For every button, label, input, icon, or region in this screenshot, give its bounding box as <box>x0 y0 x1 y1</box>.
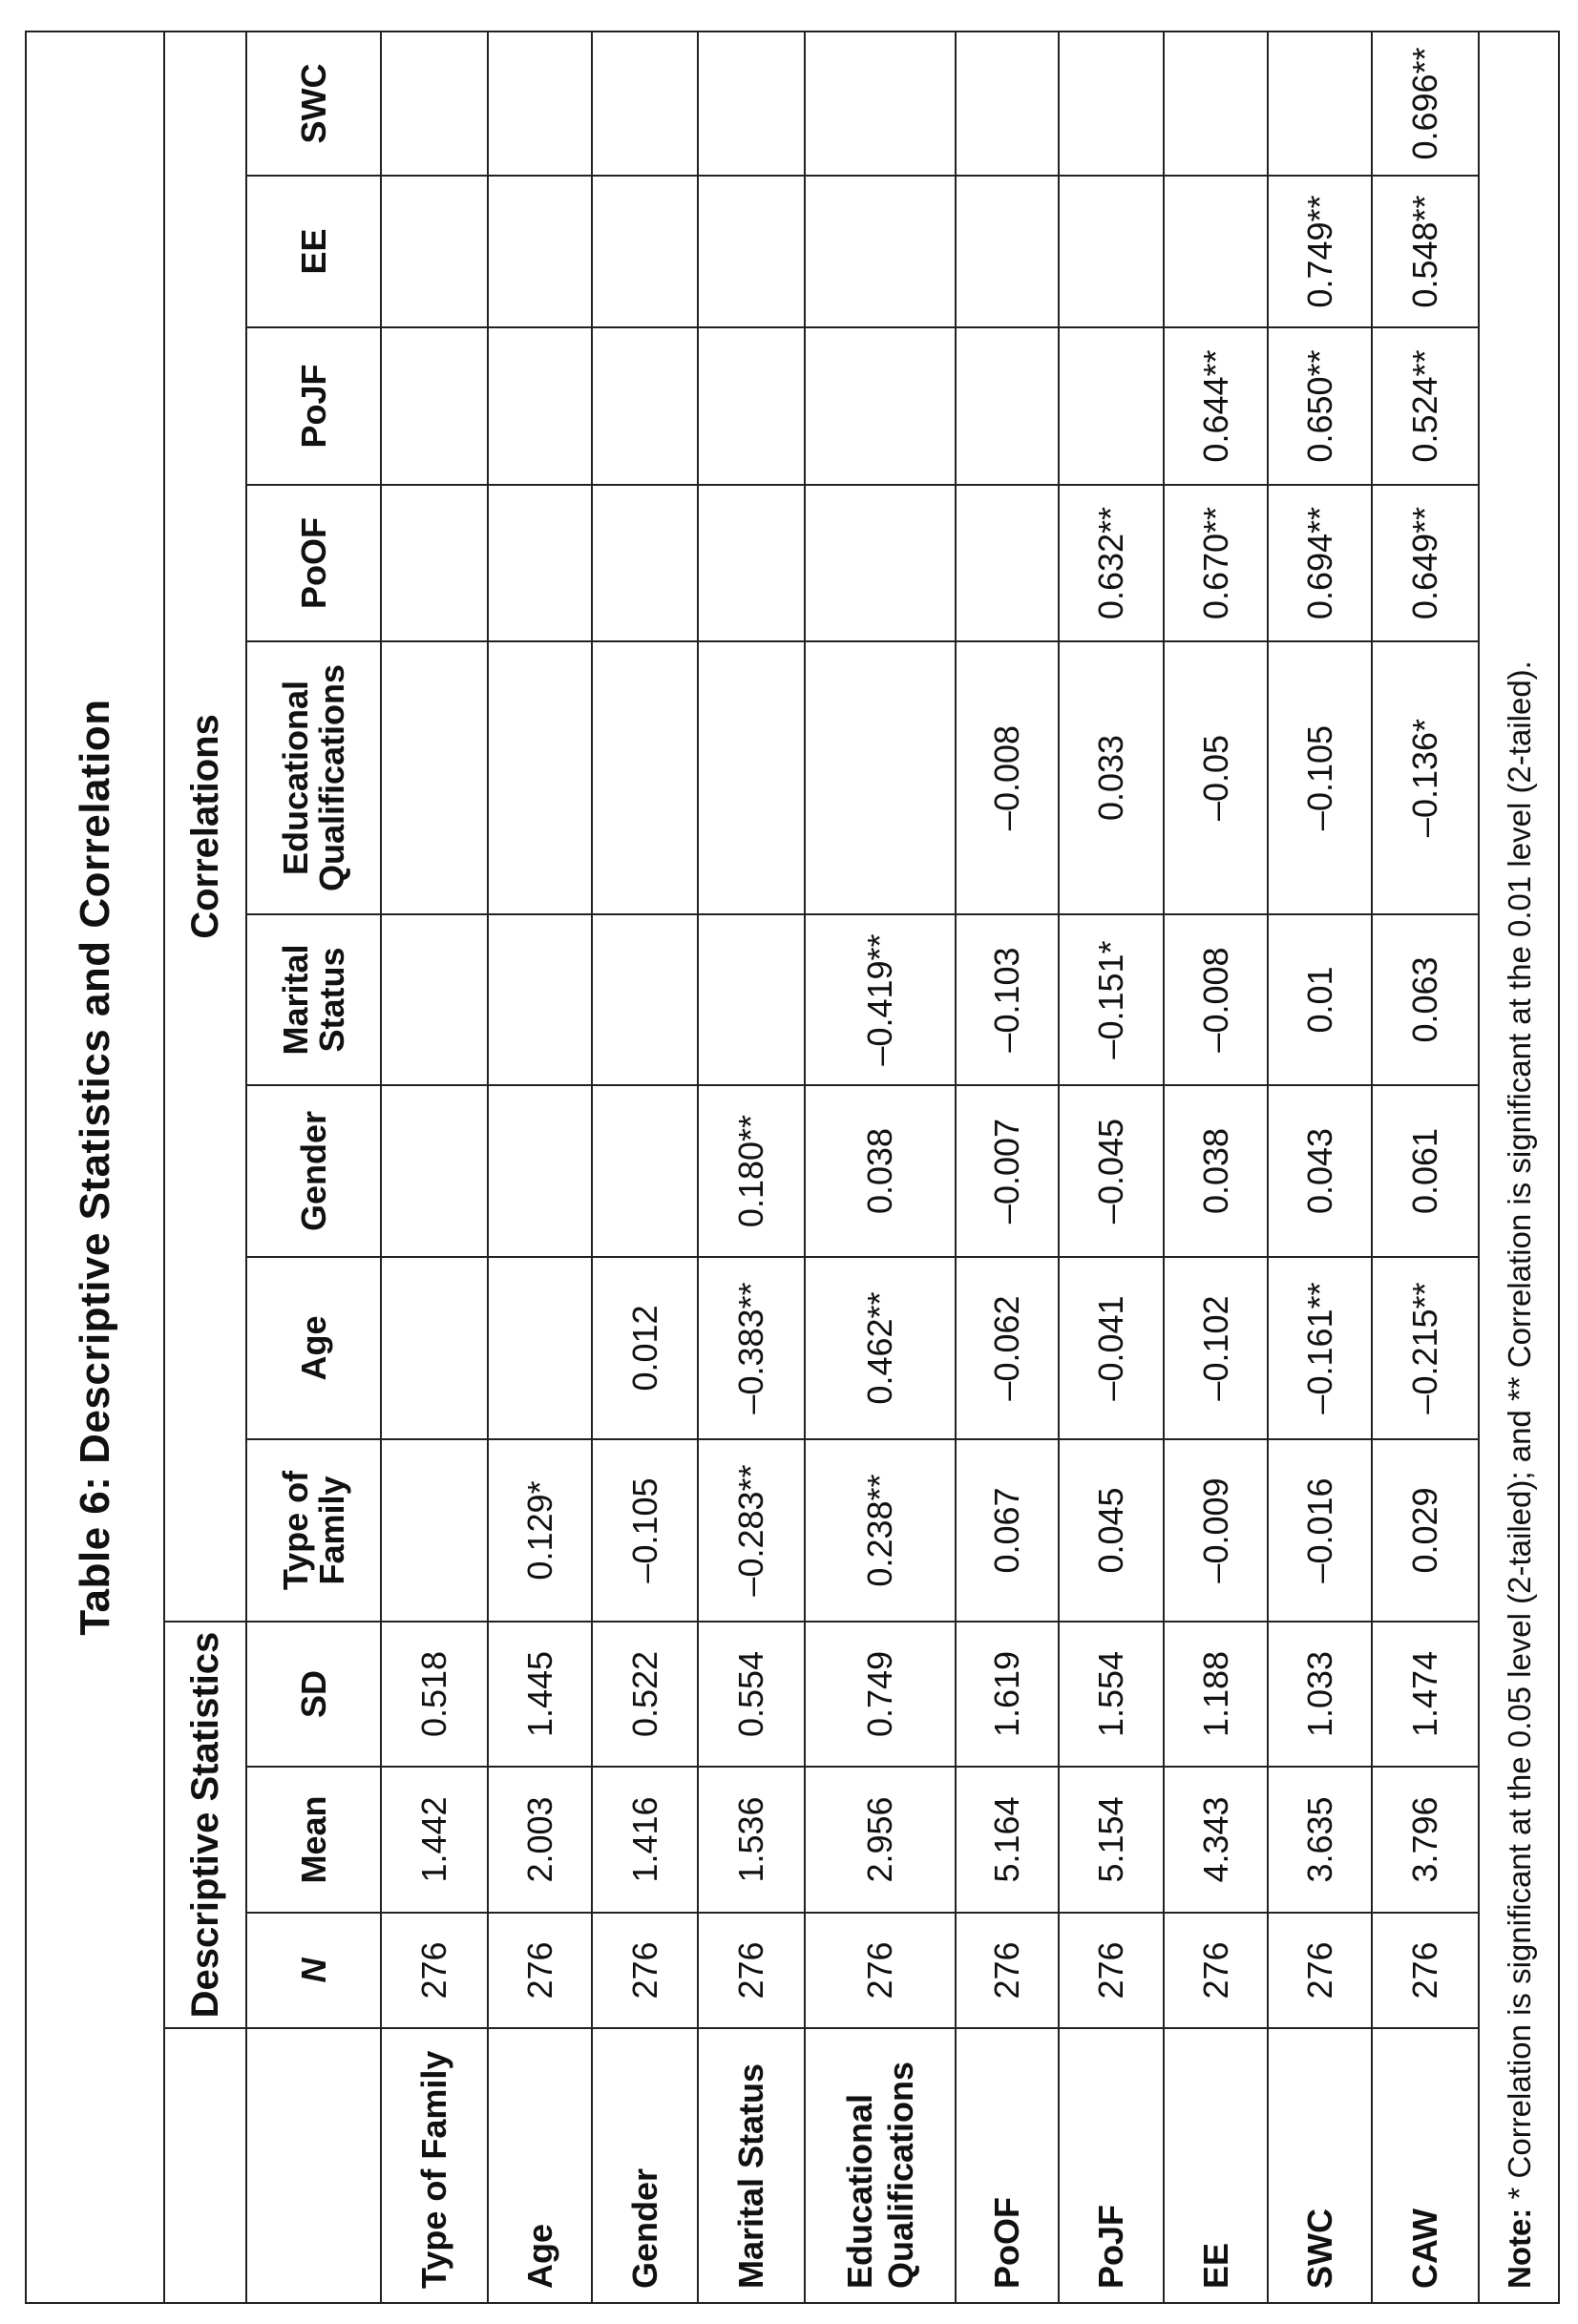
row-label: Age <box>488 2028 592 2303</box>
cell-correlation: 0.129* <box>488 1439 592 1622</box>
cell-correlation <box>956 327 1059 485</box>
cell-correlation: 0.238** <box>805 1439 956 1622</box>
col-header-line1: EE <box>293 228 333 275</box>
cell-correlation <box>1164 176 1268 327</box>
table-row <box>592 31 698 2303</box>
cell-mean: 3.635 <box>1268 1767 1372 1913</box>
cell-correlation <box>488 31 592 176</box>
cell-correlation: 0.038 <box>1164 1085 1268 1257</box>
cell-correlation: –0.05 <box>1164 641 1268 914</box>
cell-correlation <box>956 485 1059 641</box>
row-label-header <box>246 2028 381 2303</box>
table-row <box>1059 31 1164 2303</box>
cell-correlation <box>698 485 805 641</box>
col-header-line1: Type of <box>275 1470 315 1591</box>
cell-correlation <box>381 1439 488 1622</box>
cell-correlation <box>698 31 805 176</box>
col-header-corr <box>246 1085 381 1257</box>
cell-correlation <box>698 327 805 485</box>
col-header-line1: SWC <box>293 63 333 144</box>
note-label: Note: <box>1501 2208 1537 2289</box>
cell-correlation <box>381 914 488 1085</box>
col-header-corr <box>246 485 381 641</box>
cell-correlation: –0.062 <box>956 1257 1059 1439</box>
cell-correlation: –0.016 <box>1268 1439 1372 1622</box>
col-header-corr <box>246 1257 381 1439</box>
cell-correlation <box>1268 31 1372 176</box>
cell-correlation <box>1059 31 1164 176</box>
cell-correlation <box>488 327 592 485</box>
cell-correlation: 0.038 <box>805 1085 956 1257</box>
cell-correlation: –0.008 <box>956 641 1059 914</box>
col-header-sd: SD <box>246 1622 381 1767</box>
table-row <box>805 31 956 2303</box>
cell-correlation: –0.009 <box>1164 1439 1268 1622</box>
cell-correlation <box>592 31 698 176</box>
table-title: Table 6: Descriptive Statistics and Correlation <box>26 31 164 2303</box>
cell-correlation <box>381 1257 488 1439</box>
cell-correlation: 0.067 <box>956 1439 1059 1622</box>
cell-n: 276 <box>1164 1913 1268 2028</box>
cell-correlation: –0.007 <box>956 1085 1059 1257</box>
corner-blank <box>164 2028 246 2303</box>
cell-correlation: 0.045 <box>1059 1439 1164 1622</box>
cell-correlation: –0.105 <box>592 1439 698 1622</box>
cell-mean: 5.154 <box>1059 1767 1164 1913</box>
cell-correlation <box>805 31 956 176</box>
cell-sd: 1.554 <box>1059 1622 1164 1767</box>
cell-correlation <box>488 1257 592 1439</box>
cell-correlation: 0.696** <box>1372 31 1479 176</box>
cell-correlation <box>805 641 956 914</box>
cell-correlation: 0.043 <box>1268 1085 1372 1257</box>
row-label: Marital Status <box>698 2028 805 2303</box>
row-label: Educational Qualifications <box>805 2028 956 2303</box>
cell-correlation <box>488 641 592 914</box>
cell-correlation: –0.041 <box>1059 1257 1164 1439</box>
cell-correlation <box>592 914 698 1085</box>
table-body <box>381 31 1479 2303</box>
table-row <box>488 31 592 2303</box>
cell-correlation <box>1164 31 1268 176</box>
cell-mean: 1.416 <box>592 1767 698 1913</box>
cell-mean: 2.956 <box>805 1767 956 1913</box>
cell-n: 276 <box>698 1913 805 2028</box>
cell-correlation: 0.749** <box>1268 176 1372 327</box>
col-header-corr <box>246 914 381 1085</box>
cell-correlation <box>381 31 488 176</box>
cell-correlation: –0.419** <box>805 914 956 1085</box>
table-note <box>1479 31 1559 2303</box>
cell-correlation: –0.161** <box>1268 1257 1372 1439</box>
cell-correlation: 0.01 <box>1268 914 1372 1085</box>
cell-correlation: –0.102 <box>1164 1257 1268 1439</box>
cell-correlation <box>381 327 488 485</box>
cell-mean: 1.442 <box>381 1767 488 1913</box>
cell-correlation: –0.215** <box>1372 1257 1479 1439</box>
cell-correlation <box>805 485 956 641</box>
cell-correlation: –0.151* <box>1059 914 1164 1085</box>
group-descriptive-statistics: Descriptive Statistics <box>164 1622 246 2028</box>
cell-mean: 4.343 <box>1164 1767 1268 1913</box>
cell-correlation: –0.105 <box>1268 641 1372 914</box>
cell-correlation <box>1059 176 1164 327</box>
col-header-line1: Educational <box>275 680 315 876</box>
row-label: SWC <box>1268 2028 1372 2303</box>
cell-sd: 1.188 <box>1164 1622 1268 1767</box>
cell-correlation: 0.632** <box>1059 485 1164 641</box>
stats-correlation-table <box>25 31 1560 2304</box>
cell-correlation: 0.524** <box>1372 327 1479 485</box>
cell-n: 276 <box>1372 1913 1479 2028</box>
table-row <box>698 31 805 2303</box>
cell-mean: 2.003 <box>488 1767 592 1913</box>
cell-correlation: –0.008 <box>1164 914 1268 1085</box>
col-header-line1: PoJF <box>293 364 333 449</box>
cell-correlation <box>592 641 698 914</box>
cell-correlation: 0.694** <box>1268 485 1372 641</box>
cell-n: 276 <box>592 1913 698 2028</box>
cell-correlation: 0.649** <box>1372 485 1479 641</box>
cell-correlation <box>381 1085 488 1257</box>
cell-correlation <box>381 485 488 641</box>
cell-correlation: 0.061 <box>1372 1085 1479 1257</box>
col-header-corr <box>246 176 381 327</box>
col-header-line2: Family <box>311 1476 351 1585</box>
cell-correlation: –0.283** <box>698 1439 805 1622</box>
cell-sd: 0.522 <box>592 1622 698 1767</box>
col-header-line1: Gender <box>293 1110 333 1232</box>
col-header-line1: PoOF <box>293 517 333 609</box>
cell-correlation <box>488 1085 592 1257</box>
cell-correlation: –0.045 <box>1059 1085 1164 1257</box>
row-label: Type of Family <box>381 2028 488 2303</box>
cell-correlation <box>488 176 592 327</box>
row-label: EE <box>1164 2028 1268 2303</box>
cell-sd: 1.619 <box>956 1622 1059 1767</box>
col-header-line2: Qualifications <box>311 663 351 892</box>
cell-sd: 1.474 <box>1372 1622 1479 1767</box>
cell-correlation: 0.033 <box>1059 641 1164 914</box>
cell-correlation <box>805 327 956 485</box>
rotated-page <box>25 32 1558 2304</box>
cell-correlation: 0.180** <box>698 1085 805 1257</box>
cell-n: 276 <box>956 1913 1059 2028</box>
table-row <box>381 31 488 2303</box>
cell-sd: 0.554 <box>698 1622 805 1767</box>
cell-correlation <box>698 914 805 1085</box>
cell-mean: 3.796 <box>1372 1767 1479 1913</box>
col-header-line2: Status <box>311 947 351 1053</box>
col-header-corr <box>246 641 381 914</box>
table-row <box>1372 31 1479 2303</box>
cell-correlation <box>592 485 698 641</box>
group-correlations: Correlations <box>164 31 246 1622</box>
cell-sd: 1.445 <box>488 1622 592 1767</box>
col-header-line1: Marital <box>275 944 315 1056</box>
cell-correlation <box>1059 327 1164 485</box>
cell-n: 276 <box>381 1913 488 2028</box>
cell-correlation <box>381 176 488 327</box>
table-row <box>1268 31 1372 2303</box>
cell-correlation: 0.548** <box>1372 176 1479 327</box>
cell-mean: 1.536 <box>698 1767 805 1913</box>
cell-correlation <box>488 485 592 641</box>
cell-correlation: 0.670** <box>1164 485 1268 641</box>
row-label: CAW <box>1372 2028 1479 2303</box>
col-header-corr <box>246 327 381 485</box>
note-text: * Correlation is significant at the 0.05 level (2-tailed); and ** Correlation is significant at the 0.01 level (2-tailed). <box>1501 660 1537 2200</box>
cell-correlation <box>488 914 592 1085</box>
col-header-corr <box>246 31 381 176</box>
cell-correlation: –0.136* <box>1372 641 1479 914</box>
cell-correlation: 0.012 <box>592 1257 698 1439</box>
cell-correlation: 0.462** <box>805 1257 956 1439</box>
cell-correlation <box>698 641 805 914</box>
cell-n: 276 <box>805 1913 956 2028</box>
table-row <box>1164 31 1268 2303</box>
cell-sd: 0.749 <box>805 1622 956 1767</box>
cell-n: 276 <box>488 1913 592 2028</box>
col-header-mean: Mean <box>246 1767 381 1913</box>
cell-correlation: 0.029 <box>1372 1439 1479 1622</box>
cell-mean: 5.164 <box>956 1767 1059 1913</box>
cell-correlation <box>592 327 698 485</box>
cell-sd: 0.518 <box>381 1622 488 1767</box>
row-label: PoOF <box>956 2028 1059 2303</box>
cell-correlation <box>956 176 1059 327</box>
cell-correlation <box>592 1085 698 1257</box>
cell-correlation <box>956 31 1059 176</box>
cell-n: 276 <box>1268 1913 1372 2028</box>
cell-correlation <box>381 641 488 914</box>
row-label: Gender <box>592 2028 698 2303</box>
cell-correlation: –0.383** <box>698 1257 805 1439</box>
col-header-corr <box>246 1439 381 1622</box>
cell-correlation: –0.103 <box>956 914 1059 1085</box>
row-label: PoJF <box>1059 2028 1164 2303</box>
cell-correlation <box>592 176 698 327</box>
table-row <box>956 31 1059 2303</box>
cell-correlation: 0.063 <box>1372 914 1479 1085</box>
col-header-n: N <box>246 1913 381 2028</box>
col-header-line1: Age <box>293 1315 333 1381</box>
cell-correlation <box>805 176 956 327</box>
cell-correlation: 0.644** <box>1164 327 1268 485</box>
cell-sd: 1.033 <box>1268 1622 1372 1767</box>
cell-correlation: 0.650** <box>1268 327 1372 485</box>
cell-n: 276 <box>1059 1913 1164 2028</box>
cell-correlation <box>698 176 805 327</box>
